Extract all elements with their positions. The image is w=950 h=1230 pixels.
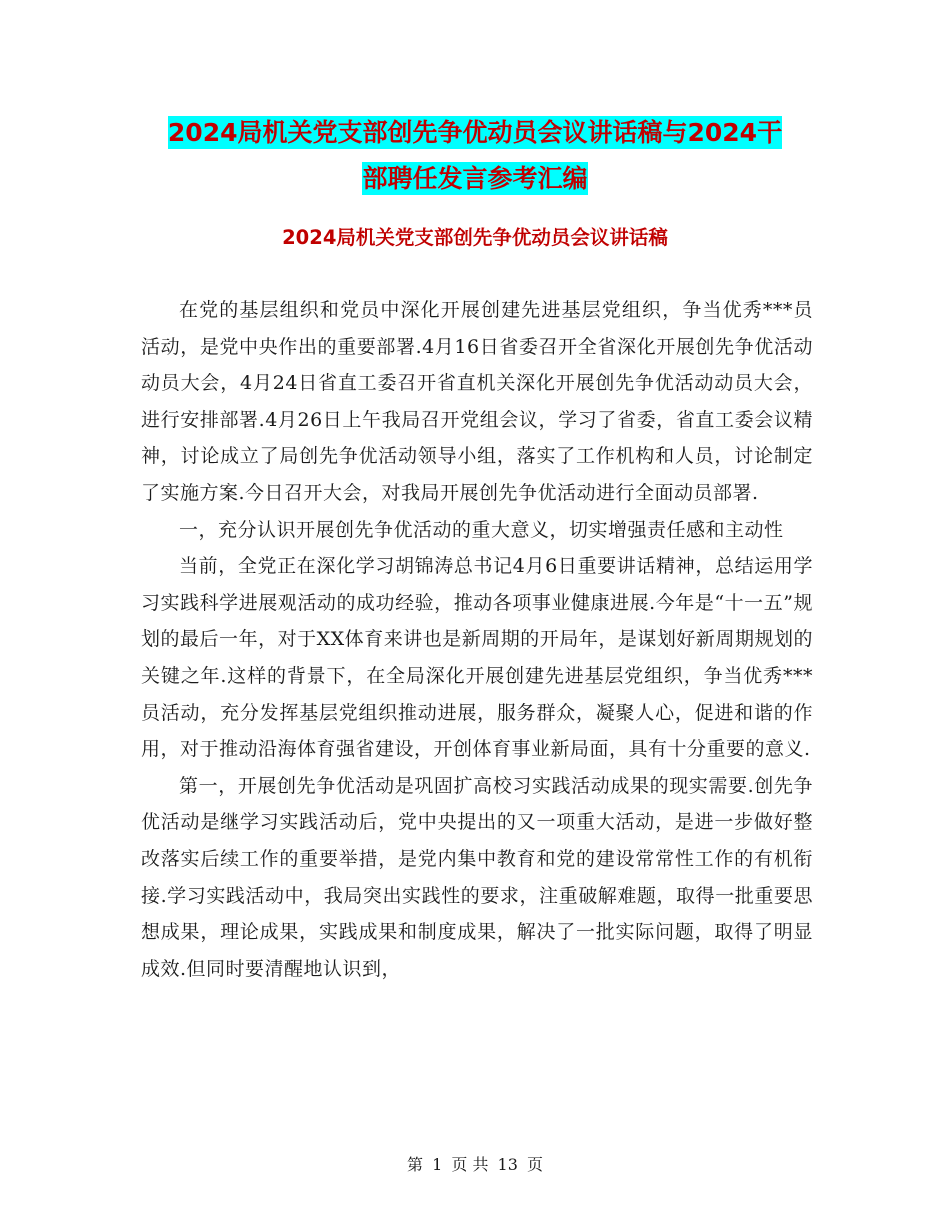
footer-prefix: 第 xyxy=(406,1155,423,1174)
section-title: 2024局机关党支部创先争优动员会议讲话稿 xyxy=(282,226,668,249)
title-line-1: 2024局机关党支部创先争优动员会议讲话稿与2024干 xyxy=(167,118,783,147)
page-footer xyxy=(0,1155,950,1175)
paragraph: 第一，开展创先争优活动是巩固扩高校习实践活动成果的现实需要.创先争优活动是继学习实践活动后，党中央提出的又一项重大活动，是进一步做好整改落实后续工作的重要举措，是党内集中教育和党的建设常常性工作的有机衔接.学习实践活动中，我局突出实践性的要求，注重破解难题，取得一批重要思想成果，理论成果，实践成果和制度成果，解决了一批实际问题，取得了明显成效.但同时要清醒地认识到， xyxy=(141,774,813,980)
paragraph: 在党的基层组织和党员中深化开展创建先进基层党组织，争当优秀***员活动，是党中央作出的重要部署.4月16日省委召开全省深化开展创先争优活动动员大会，4月24日省直工委召开省直机关深化开展创先争优活动动员大会，进行安排部署.4月26日上午我局召开党组会议，学习了省委，省直工委会议精神，讨论成立了局创先争优活动领导小组，落实了工作机构和人员，讨论制定了实施方案.今日召开大会，对我局开展创先争优活动进行全面动员部署. xyxy=(141,299,813,504)
footer-page-number: 1 xyxy=(432,1155,443,1174)
document-body xyxy=(141,292,813,987)
footer-middle: 页 共 xyxy=(451,1155,489,1174)
paragraph: 一，充分认识开展创先争优活动的重大意义，切实增强责任感和主动性 xyxy=(179,518,784,541)
document-title xyxy=(120,110,830,202)
paragraph: 当前，全党正在深化学习胡锦涛总书记4月6日重要讲话精神，总结运用学习实践科学进展观活动的成功经验，推动各项事业健康进展.今年是“十一五”规划的最后一年，对于XX体育来讲也是新周期的开局年，是谋划好新周期规划的关键之年.这样的背景下，在全局深化开展创建先进基层党组织，争当优秀***员活动，充分发挥基层党组织推动进展，服务群众，凝聚人心，促进和谐的作用，对于推动沿海体育强省建设，开创体育事业新局面，具有十分重要的意义. xyxy=(141,555,813,761)
title-line-2: 部聘任发言参考汇编 xyxy=(362,164,588,193)
footer-total-pages: 13 xyxy=(497,1155,518,1174)
footer-suffix: 页 xyxy=(527,1155,544,1174)
